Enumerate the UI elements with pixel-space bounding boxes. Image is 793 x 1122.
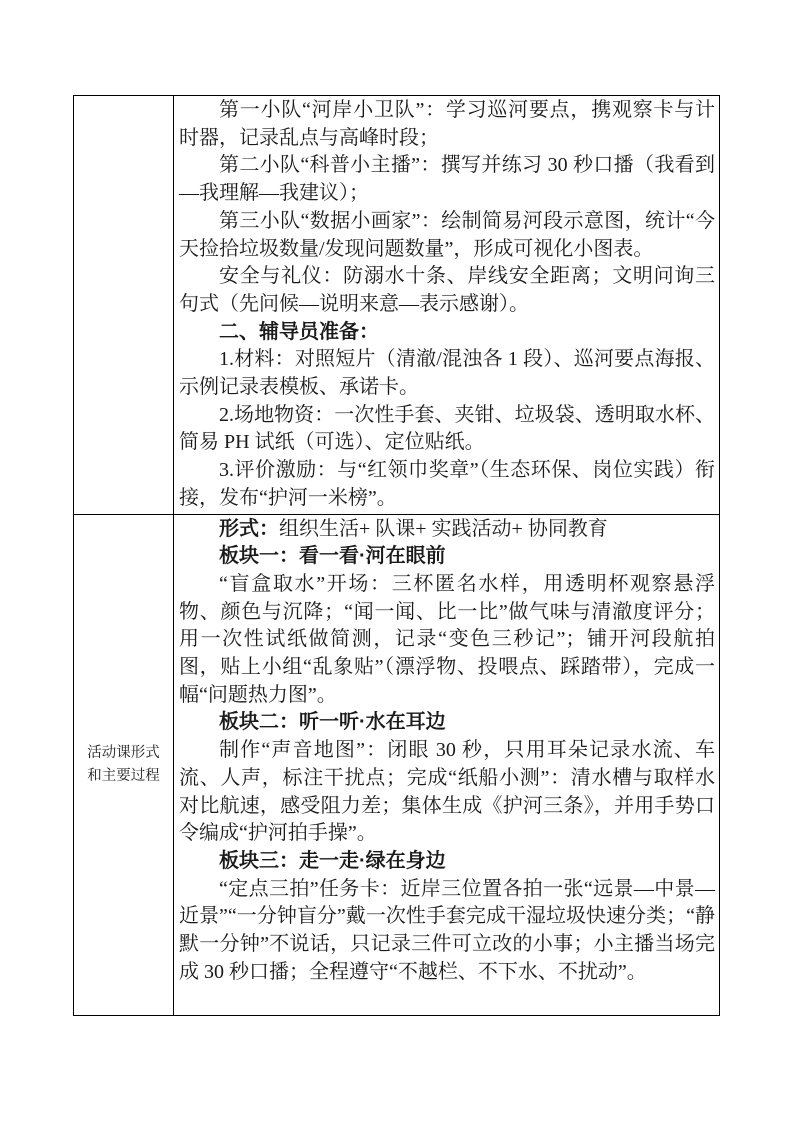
paragraph: “定点三拍”任务卡：近岸三位置各拍一张“远景—中景—近景”“一分钟盲分”戴一次性手套完成干湿垃圾快速分类；“静默一分钟”不说话，只记录三件可立改的小事；小主播当场完成 30 秒口播；全程遵守“不越栏、不下水、不扰动”。: [179, 877, 715, 983]
section-heading: 板块二：听一听·水在耳边: [219, 711, 446, 734]
table-row: [74, 514, 719, 1015]
row-content-cell: [174, 96, 719, 514]
paragraph: 1.材料：对照短片（清澈/混浊各 1 段）、巡河要点海报、示例记录表模板、承诺卡。: [179, 348, 715, 399]
section-heading: 板块三：走一走·绿在身边: [219, 849, 446, 872]
row-label-line: 活动课形式: [87, 744, 160, 761]
paragraph: 形式：组织生活+ 队课+ 实践活动+ 协同教育: [219, 517, 608, 540]
table-row: [74, 96, 719, 514]
row-label-cell: [74, 96, 174, 514]
row-label-cell: [74, 515, 174, 1015]
paragraph: 第一小队“河岸小卫队”：学习巡河要点，携观察卡与计时器，记录乱点与高峰时段；: [179, 99, 715, 149]
paragraph: “盲盒取水”开场：三杯匿名水样，用透明杯观察悬浮物、颜色与沉降；“闻一闻、比一比”做气味与清澈度评分；用一次性试纸做简测，记录“变色三秒记”；铺开河段航拍图，贴上小组“乱象贴”（漂浮物、投喂点、踩踏带），完成一幅“问题热力图”。: [179, 572, 715, 706]
lesson-plan-table: [73, 95, 720, 1016]
paragraph: 第三小队“数据小画家”：绘制简易河段示意图，统计“今天捡拾垃圾数量/发现问题数量”，形成可视化小图表。: [179, 209, 715, 260]
section-heading: 板块一：看一看·河在眼前: [219, 545, 446, 568]
paragraph: 安全与礼仪：防溺水十条、岸线安全距离；文明问询三句式（先问候—说明来意—表示感谢）。: [179, 265, 715, 315]
inline-bold-label: 形式：: [219, 517, 279, 540]
paragraph: 制作“声音地图”：闭眼 30 秒，只用耳朵记录水流、车流、人声，标注干扰点；完成“纸船小测”：清水槽与取样水对比航速，感受阻力差；集体生成《护河三条》，并用手势口令编成“护河拍手操”。: [179, 739, 715, 845]
section-heading: 二、辅导员准备：: [219, 320, 379, 343]
row-label-line: 和主要过程: [87, 767, 160, 784]
paragraph: 2.场地物资：一次性手套、夹钳、垃圾袋、透明取水杯、简易 PH 试纸（可选）、定位贴纸。: [179, 403, 715, 454]
row-content-cell: [174, 515, 719, 1015]
paragraph: 第二小队“科普小主播”：撰写并练习 30 秒口播（我看到—我理解—我建议）；: [179, 154, 715, 205]
paragraph: 3.评价激励：与“红领巾奖章”（生态环保、岗位实践）衔接，发布“护河一米榜”。: [179, 459, 715, 509]
